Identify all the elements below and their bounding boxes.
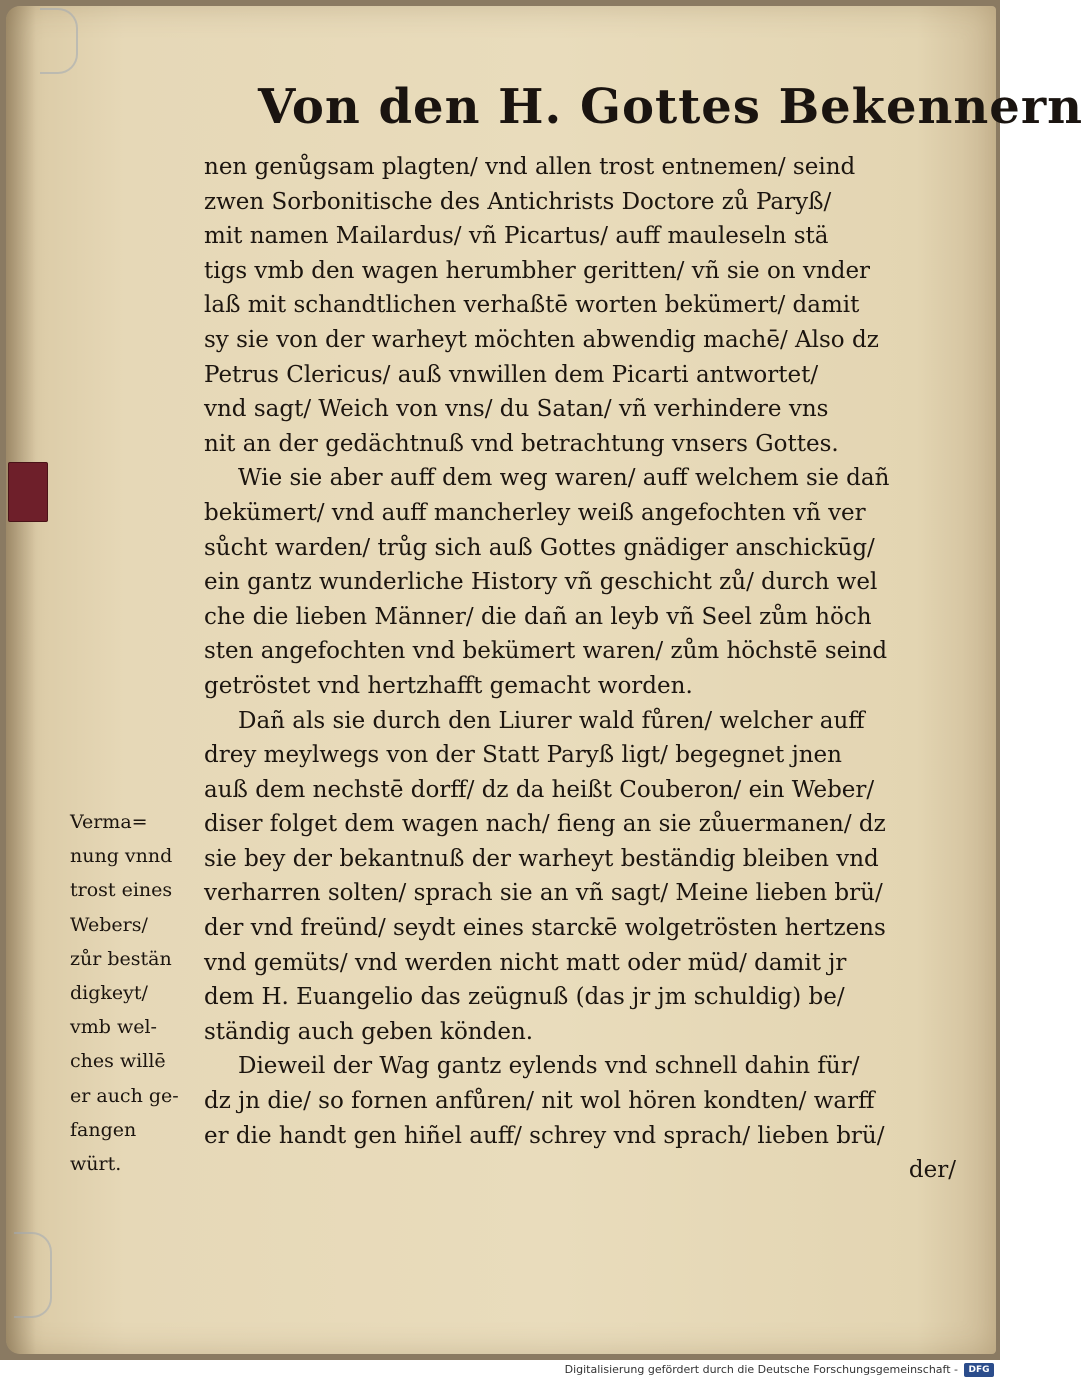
text-line: nit an der gedächtnuß vnd betrachtung vnsers Gottes. [204, 430, 839, 457]
dfg-logo: DFG [964, 1363, 994, 1377]
text-line: verharren solten/ sprach sie an vñ sagt/ Meine lieben brü/ [204, 880, 883, 907]
text-line: getröstet vnd hertzhafft gemacht worden. [204, 672, 693, 699]
text-line: sten angefochten vnd bekümert waren/ zům höchstē seind [204, 638, 888, 665]
margin-note-line: Verma= [70, 811, 148, 833]
text-line: tigs vmb den wagen herumbher geritten/ vñ sie on vnder [204, 257, 871, 284]
text-line: er die handt gen hiñel auff/ schrey vnd sprach/ lieben brü/ [204, 1122, 885, 1149]
text-line: che die lieben Männer/ die dañ an leyb vñ Seel zům höch [204, 603, 872, 630]
margin-note-line: fangen [70, 1118, 137, 1141]
text-line: sy sie von der warheyt möchten abwendig machē/ Also dz [204, 326, 879, 353]
text-line: laß mit schandtlichen verhaßtē worten bekümert/ damit [204, 292, 860, 319]
text-line: mit namen Mailardus/ vñ Picartus/ auff mauleseln stä [204, 223, 829, 250]
bookmark-ribbon [8, 462, 48, 522]
margin-note-line: digkeyt/ [70, 981, 148, 1004]
text-line: nen genůgsam plagten/ vnd allen trost entnemen/ seind [204, 154, 856, 180]
text-line: vnd sagt/ Weich von vns/ du Satan/ vñ verhindere vns [204, 396, 829, 423]
plastic-clip-bottom [14, 1232, 52, 1318]
footer-bar [0, 1360, 1000, 1381]
text-line: Dieweil der Wag gantz eylends vnd schnell dahin für/ [238, 1053, 860, 1080]
text-line: sůcht warden/ trůg sich auß Gottes gnädiger anschickūg/ [204, 534, 875, 561]
margin-note-line: nung vnnd [70, 845, 173, 868]
text-line: ein gantz wunderliche History vñ geschicht zů/ durch wel [204, 569, 878, 596]
margin-note-line: trost eines [70, 879, 173, 902]
margin-note-line: zůr bestän [70, 947, 172, 970]
text-line: ständig auch geben könden. [204, 1018, 534, 1045]
text-line: Dañ als sie durch den Liurer wald fůren/ welcher auff [238, 707, 865, 734]
running-head: Von den H. Gottes Bekennern [258, 79, 1083, 135]
margin-note-line: würt. [70, 1152, 122, 1175]
text-line: sie bey der bekantnuß der warheyt beständig bleiben vnd [204, 845, 879, 872]
text-line: dem H. Euangelio das zeügnuß (das jr jm schuldig) be/ [204, 984, 845, 1011]
text-line: auß dem nechstē dorff/ dz da heißt Couberon/ ein Weber/ [204, 776, 875, 803]
body-text [204, 150, 964, 1188]
text-line: dz jn die/ so fornen anfůren/ nit wol hören kondten/ warff [204, 1088, 875, 1115]
funding-credit: Digitalisierung gefördert durch die Deutsche Forschungsgemeinschaft - [564, 1363, 958, 1376]
margin-note-line: Webers/ [70, 913, 148, 936]
text-line: der vnd freünd/ seydt eines starckē wolgetrösten hertzens [204, 915, 886, 942]
catchword: der/ [908, 1157, 956, 1184]
text-line: bekümert/ vnd auff mancherley weiß angefochten vñ ver [204, 499, 866, 526]
margin-note-line: er auch ge- [70, 1084, 179, 1107]
page-gutter-shadow [6, 6, 36, 1354]
text-line: Wie sie aber auff dem weg waren/ auff welchem sie dañ [238, 465, 890, 492]
margin-note-line: ches willē [70, 1050, 166, 1073]
text-line: drey meylwegs von der Statt Paryß ligt/ begegnet jnen [204, 742, 842, 769]
text-line: vnd gemüts/ vnd werden nicht matt oder müd/ damit jr [204, 949, 847, 976]
text-line: diser folget dem wagen nach/ fieng an sie zůuermanen/ dz [204, 811, 886, 838]
text-line: zwen Sorbonitische des Antichrists Doctore zů Paryß/ [204, 188, 832, 215]
margin-note [70, 805, 198, 1181]
margin-note-line: vmb wel- [70, 1016, 157, 1039]
plastic-clip-top [40, 8, 78, 74]
text-line: Petrus Clericus/ auß vnwillen dem Picarti antwortet/ [204, 361, 819, 388]
